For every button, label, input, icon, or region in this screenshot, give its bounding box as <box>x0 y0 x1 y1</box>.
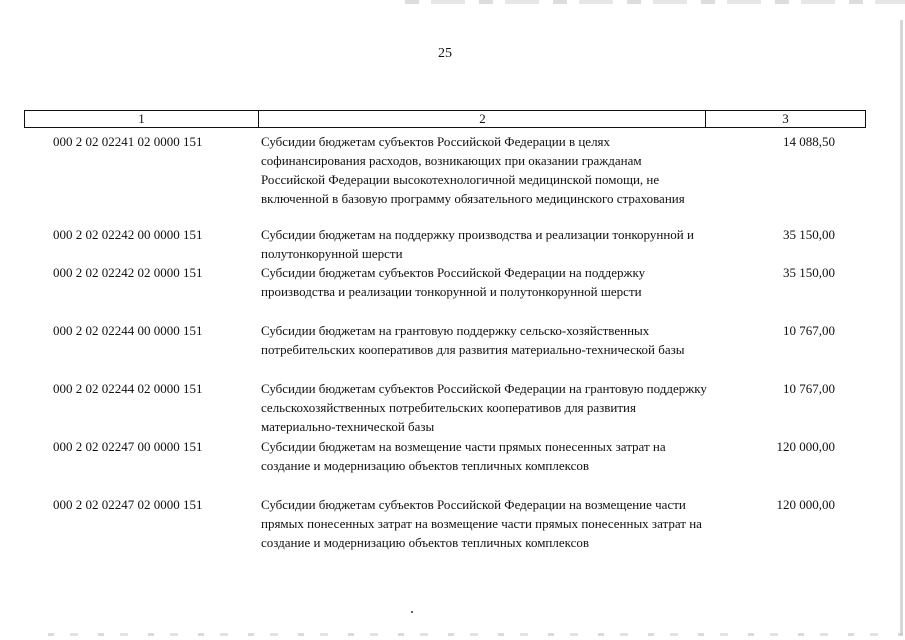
budget-amount: 10 767,00 <box>783 381 835 396</box>
scan-artifact-top <box>405 0 905 4</box>
table-row <box>24 495 866 571</box>
table-row <box>24 379 866 437</box>
budget-amount: 120 000,00 <box>776 497 835 512</box>
column-header-amount: 3 <box>705 111 865 127</box>
budget-amount: 10 767,00 <box>783 323 835 338</box>
column-header-description: 2 <box>258 111 706 127</box>
budget-code: 000 2 02 02244 02 0000 151 <box>53 381 203 396</box>
scan-artifact-right-edge <box>900 20 903 635</box>
table-row <box>24 225 866 263</box>
budget-code: 000 2 02 02241 02 0000 151 <box>53 134 203 149</box>
budget-amount: 35 150,00 <box>783 227 835 242</box>
budget-code: 000 2 02 02247 00 0000 151 <box>53 439 203 454</box>
budget-code: 000 2 02 02242 00 0000 151 <box>53 227 203 242</box>
table-header <box>24 110 866 128</box>
budget-description: Субсидии бюджетам на возмещение части прямых понесенных затрат на создание и модернизацию объектов тепличных комплексов <box>261 439 666 473</box>
column-header-code: 1 <box>138 111 145 126</box>
page-number: 25 <box>438 46 452 61</box>
budget-amount: 14 088,50 <box>783 134 835 149</box>
budget-description: Субсидии бюджетам субъектов Российской Федерации на грантовую поддержку сельскохозяйственных потребительских кооперативов для развития материально-технической базы <box>261 381 707 434</box>
table-body <box>24 128 866 571</box>
budget-description: Субсидии бюджетам на грантовую поддержку сельско-хозяйственных потребительских кооперативов для развития материально-технической базы <box>261 323 685 357</box>
budget-description: Субсидии бюджетам субъектов Российской Федерации в целях софинансирования расходов, возникающих при оказании гражданам Российской Федерации высокотехнологичной медицинской помощи, не включенной в базовую программу обязательного медицинского страхования <box>261 134 685 206</box>
budget-description: Субсидии бюджетам на поддержку производства и реализации тонкорунной и полутонкорунной шерсти <box>261 227 694 261</box>
scan-artifact-bottom <box>48 633 903 636</box>
scan-speck <box>411 611 413 613</box>
table-row <box>24 263 866 321</box>
budget-description: Субсидии бюджетам субъектов Российской Федерации на поддержку производства и реализации тонкорунной и полутонкорунной шерсти <box>261 265 646 299</box>
table-row <box>24 437 866 495</box>
table-row <box>24 132 866 225</box>
budget-code: 000 2 02 02242 02 0000 151 <box>53 265 203 280</box>
budget-amount: 120 000,00 <box>776 439 835 454</box>
budget-description: Субсидии бюджетам субъектов Российской Федерации на возмещение части прямых понесенных затрат на возмещение части прямых понесенных затрат на создание и модернизацию объектов тепличных комплексов <box>261 497 702 550</box>
budget-code: 000 2 02 02244 00 0000 151 <box>53 323 203 338</box>
table-row <box>24 321 866 379</box>
budget-amount: 35 150,00 <box>783 265 835 280</box>
budget-table <box>24 110 866 571</box>
budget-code: 000 2 02 02247 02 0000 151 <box>53 497 203 512</box>
